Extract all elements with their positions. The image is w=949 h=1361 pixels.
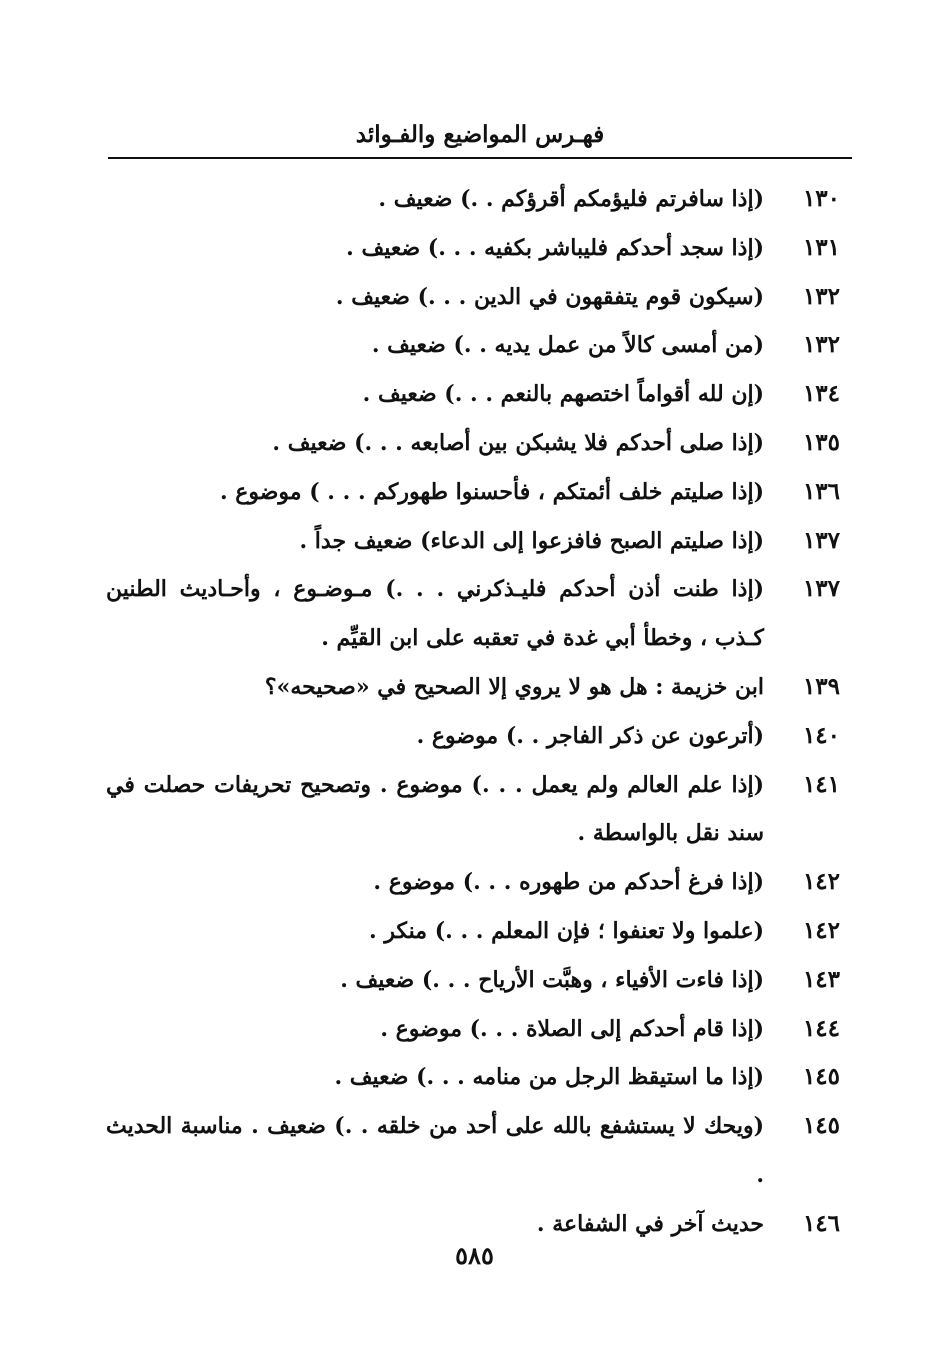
entry-text: (أترعون عن ذكر الفاجر . .) موضوع . xyxy=(416,722,764,749)
index-entry xyxy=(106,419,850,468)
index-entry xyxy=(106,761,850,859)
entry-page-number: ١٣٦ xyxy=(802,477,840,505)
index-entry xyxy=(106,858,850,907)
index-entry xyxy=(106,565,850,663)
running-header: فهـرس المواضيع والفـوائد xyxy=(355,121,605,148)
entry-page-number: ١٣٥ xyxy=(802,428,840,456)
index-entry xyxy=(106,712,850,761)
entry-page-number: ١٤٥ xyxy=(802,1112,840,1140)
index-entry xyxy=(106,1005,850,1054)
entry-text: (إذا سافرتم فليؤمكم أقرؤكم . .) ضعيف . xyxy=(378,186,764,212)
entry-text: (إذا علم العالم ولم يعمل . . .) موضوع . وتصحيح تحريفات حصلت في سند نقل بالواسطة . xyxy=(106,771,764,847)
entry-page-number: ١٣٧ xyxy=(802,575,840,603)
entry-page-number: ١٣٧ xyxy=(802,526,840,554)
entry-page-number: ١٣٩ xyxy=(802,672,840,700)
page-number: ٥٨٥ xyxy=(455,1241,494,1270)
entry-page-number: ١٤٢ xyxy=(802,868,840,896)
index-entry xyxy=(106,273,850,322)
entry-text: (إذا صلى أحدكم فلا يشبكن بين أصابعه . . .) ضعيف . xyxy=(272,429,764,456)
entry-page-number: ١٤٤ xyxy=(802,1014,840,1042)
entry-page-number: ١٣١ xyxy=(802,233,840,261)
index-entry xyxy=(106,663,850,712)
entry-page-number: ١٣٠ xyxy=(802,185,840,212)
entry-page-number: ١٣٢ xyxy=(802,282,840,310)
entry-text: (إن لله أقواماً اختصهم بالنعم . . .) ضعيف . xyxy=(362,381,764,408)
entry-page-number: ١٣٤ xyxy=(802,380,840,408)
index-entry xyxy=(106,224,850,273)
entry-text: (ويحك لا يستشفع بالله على أحد من خلقه . .) ضعيف . مناسبة الحديث . xyxy=(106,1113,764,1188)
entry-page-number: ١٤٢ xyxy=(802,916,840,944)
entry-text: (إذا طنت أذن أحدكم فليـذكرني . . .) مـوضـوع ، وأحـاديث الطنين كـذب ، وخطأ أبي غدة في تعقبه على ابن القيِّم . xyxy=(106,576,764,652)
index-entry xyxy=(106,1102,850,1200)
index-entry xyxy=(106,1053,850,1102)
entry-text: (إذا سجد أحدكم فليباشر بكفيه . . .) ضعيف . xyxy=(346,234,764,261)
index-entry xyxy=(106,370,850,419)
entry-page-number: ١٤٣ xyxy=(802,965,840,993)
index-entry xyxy=(106,517,850,566)
entry-page-number: ١٤١ xyxy=(802,770,840,798)
entry-page-number: ١٣٢ xyxy=(802,331,840,359)
entry-page-number: ١٤٥ xyxy=(802,1063,840,1091)
entry-page-number: ١٤٠ xyxy=(802,721,840,749)
entry-text: (إذا صليتم خلف أئمتكم ، فأحسنوا طهوركم . . . ) موضوع . xyxy=(219,478,764,505)
entry-text: (سيكون قوم يتفقهون في الدين . . .) ضعيف . xyxy=(335,283,764,310)
entry-text: (علموا ولا تعنفوا ؛ فإن المعلم . . .) منكر . xyxy=(369,917,764,944)
index-list xyxy=(106,175,850,1249)
entry-text: (إذا صليتم الصبح فافزعوا إلى الدعاء) ضعيف جداً . xyxy=(299,527,764,554)
entry-page-number: ١٤٦ xyxy=(802,1209,840,1237)
entry-text: (إذا قام أحدكم إلى الصلاة . . .) موضوع . xyxy=(380,1015,764,1042)
index-entry xyxy=(106,956,850,1005)
index-entry xyxy=(106,907,850,956)
entry-text: (إذا فاءت الأفياء ، وهبَّت الأرياح . . .) ضعيف . xyxy=(340,966,764,993)
entry-text: (من أمسى كالاً من عمل يديه . .) ضعيف . xyxy=(371,332,764,359)
entry-text: (إذا فرغ أحدكم من طهوره . . .) موضوع . xyxy=(373,869,764,896)
header-divider xyxy=(108,157,852,159)
index-entry xyxy=(106,468,850,517)
entry-text: (إذا ما استيقظ الرجل من منامه . . .) ضعيف . xyxy=(334,1064,764,1091)
index-entry xyxy=(106,321,850,370)
entry-text: ابن خزيمة : هل هو لا يروي إلا الصحيح في «صحيحه»؟ xyxy=(264,673,764,700)
entry-text: حديث آخر في الشفاعة . xyxy=(536,1210,764,1237)
index-entry xyxy=(106,175,850,224)
